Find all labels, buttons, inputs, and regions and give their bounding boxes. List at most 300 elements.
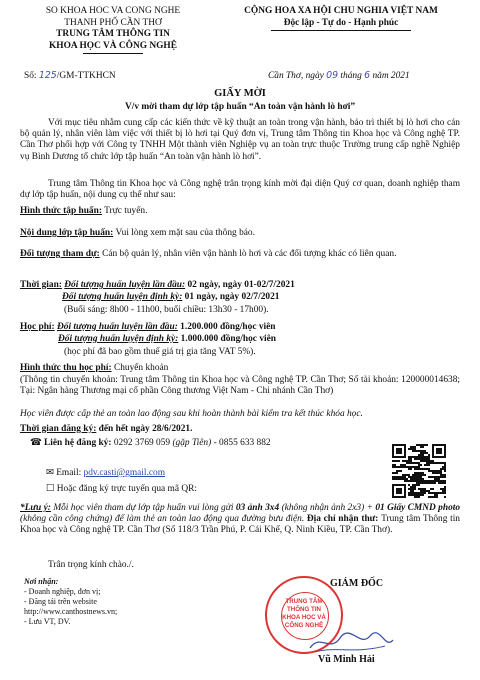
qr-module xyxy=(442,488,444,490)
payment-value: Chuyển khoản xyxy=(113,363,169,373)
qr-module xyxy=(424,450,426,452)
qr-module xyxy=(400,470,402,472)
registration-qr-code[interactable] xyxy=(390,442,448,500)
issuer-center: TRUNG TÂM THÔNG TIN xyxy=(56,29,170,40)
qr-module xyxy=(434,482,436,484)
qr-module xyxy=(428,456,430,458)
qr-module xyxy=(426,468,428,470)
qr-module xyxy=(428,454,430,456)
qr-module xyxy=(440,476,442,478)
deadline-value: đến hết ngày 28/6/2021. xyxy=(98,424,193,434)
fee-periodic-label: Đối tượng huấn luyện định kỳ: xyxy=(58,334,179,344)
email-icon: ✉ xyxy=(46,468,54,478)
qr-module xyxy=(434,496,436,498)
qr-module xyxy=(412,478,414,480)
content-label: Nội dung lớp tập huấn: xyxy=(20,228,114,238)
qr-module xyxy=(414,496,416,498)
qr-module xyxy=(434,462,436,464)
qr-module xyxy=(410,492,412,494)
qr-module xyxy=(432,488,434,490)
qr-module xyxy=(418,450,420,452)
document-date xyxy=(268,70,410,83)
qr-module xyxy=(410,480,412,482)
qr-module xyxy=(440,474,442,476)
qr-module xyxy=(424,464,426,466)
notes-text-2: (không nhận ảnh 2x3) + xyxy=(281,503,373,513)
qr-module xyxy=(404,464,406,466)
training-audience xyxy=(20,249,460,260)
qr-module xyxy=(418,488,420,490)
qr-module xyxy=(408,484,410,486)
qr-module xyxy=(420,446,422,448)
qr-module xyxy=(392,464,394,466)
qr-module xyxy=(418,474,420,476)
qr-module xyxy=(428,470,430,472)
qr-module xyxy=(418,492,420,494)
qr-module xyxy=(444,468,446,470)
phone-icon: ☎ xyxy=(30,438,42,448)
qr-module xyxy=(420,454,422,456)
qr-module xyxy=(424,480,426,482)
qr-module xyxy=(414,494,416,496)
qr-module xyxy=(422,460,424,462)
qr-module xyxy=(430,476,432,478)
qr-module xyxy=(396,448,402,454)
registration-phone xyxy=(30,438,380,449)
content-value: Vui lòng xem mặt sau của thông báo. xyxy=(115,228,255,238)
qr-module xyxy=(422,488,424,490)
qr-module xyxy=(438,478,440,480)
qr-module xyxy=(392,444,406,446)
qr-module xyxy=(392,476,394,478)
qr-module xyxy=(408,494,410,496)
qr-module xyxy=(436,480,438,482)
intro-paragraph: Với mục tiêu nhằm cung cấp các kiến thức về kỹ thuật an toàn trong vận hành, bảo trì thiết bị lò hơi cho cán bộ quản lý, nhân viên làm việc với thiết bị lò hơi tại Quý đơn vị, Trung tâm Thông tin Khoa học và Công nghệ TP. Cần Thơ phối hợp với Công ty TNHH Một thành viên Nghiệp vụ an toàn trực thuộc Trường trung cấp nghề Nghiệp vụ Bình Dương tổ chức lớp tập huấn “An toàn vận hành lò hơi”. xyxy=(20,118,460,162)
invitation-paragraph: Trung tâm Thông tin Khoa học và Công nghệ trân trọng kính mời đại diện Quý cơ quan, doanh nghiệp tham dự lớp tập huấn, nội dung cụ thể như sau: xyxy=(20,179,460,201)
fee-note: (học phí đã bao gồm thuế giá trị gia tăng VAT 5%). xyxy=(64,347,256,357)
qr-module xyxy=(406,460,408,462)
qr-module xyxy=(422,482,424,484)
qr-module xyxy=(398,478,400,480)
qr-module xyxy=(430,482,432,484)
issuer-block xyxy=(18,6,208,54)
qr-module xyxy=(420,478,422,480)
deadline-label: Thời gian đăng ký: xyxy=(20,424,97,434)
qr-module xyxy=(418,456,420,458)
phone-label: Liên hệ đăng ký: xyxy=(44,438,112,448)
issuer-center-2: KHOA HỌC VÀ CÔNG NGHỆ xyxy=(49,40,177,51)
qr-module xyxy=(402,464,404,466)
qr-module xyxy=(432,462,434,464)
time-label: Thời gian: xyxy=(20,280,62,290)
qr-module xyxy=(404,484,406,498)
qr-module xyxy=(426,458,428,460)
qr-module xyxy=(444,490,446,492)
qr-module xyxy=(420,460,422,462)
qr-module xyxy=(440,488,442,490)
qr-module xyxy=(406,466,408,468)
qr-module xyxy=(408,466,410,468)
qr-module xyxy=(402,466,404,468)
qr-module xyxy=(444,492,446,494)
qr-module xyxy=(442,474,444,476)
qr-module xyxy=(416,462,418,464)
qr-module xyxy=(420,492,422,494)
qr-module xyxy=(418,494,420,496)
qr-module xyxy=(428,458,430,460)
qr-module xyxy=(414,462,416,464)
address-value: Trung tâm Thông tin Khoa học và Công nghệ TP. Cần Thơ (Số 118/3 Trần Phú, P. Cái Khế, Q. Ninh Kiều, TP. Cần Thơ). xyxy=(20,514,460,536)
qr-module xyxy=(412,484,414,486)
fee-label: Học phí: xyxy=(20,322,55,332)
qr-module xyxy=(426,490,428,492)
qr-module xyxy=(416,458,418,460)
qr-module xyxy=(442,492,444,494)
qr-module xyxy=(414,484,416,486)
qr-module xyxy=(422,444,424,446)
qr-module xyxy=(414,488,416,490)
stamp-text: TRUNG TÂM xyxy=(285,598,323,605)
qr-module xyxy=(412,456,414,458)
qr-module xyxy=(438,472,440,474)
qr-module xyxy=(438,482,440,484)
motto-underline xyxy=(271,30,411,31)
qr-module xyxy=(434,480,436,482)
qr-module xyxy=(404,466,406,468)
recipient-item: - Doanh nghiệp, đơn vị; xyxy=(24,587,101,596)
qr-module xyxy=(428,462,430,464)
qr-module xyxy=(416,496,418,498)
qr-module xyxy=(428,476,430,478)
qr-module xyxy=(402,478,404,480)
qr-module xyxy=(436,472,438,474)
qr-module xyxy=(416,456,418,458)
qr-module xyxy=(432,470,434,472)
qr-module xyxy=(414,474,416,476)
qr-module xyxy=(404,444,406,458)
qr-module xyxy=(430,496,432,498)
qr-module xyxy=(430,462,432,464)
qr-module xyxy=(430,470,432,472)
training-form xyxy=(20,206,460,217)
qr-module xyxy=(440,468,442,470)
qr-module xyxy=(428,482,430,484)
qr-module xyxy=(398,466,400,468)
recipients-label: Nơi nhận: xyxy=(24,577,59,586)
recipients xyxy=(24,577,117,627)
qr-module xyxy=(444,474,446,476)
qr-module xyxy=(430,480,432,482)
qr-module xyxy=(422,468,424,470)
qr-module xyxy=(392,466,394,468)
qr-module xyxy=(432,480,434,482)
qr-module xyxy=(410,466,412,468)
qr-module xyxy=(406,480,408,482)
qr-module xyxy=(408,488,410,490)
time-hours: (Buổi sáng: 8h00 - 11h00, buổi chiều: 13h30 - 17h00). xyxy=(64,305,269,315)
qr-module xyxy=(434,472,436,474)
qr-module xyxy=(422,446,424,448)
qr-module xyxy=(442,482,444,484)
qr-module xyxy=(410,486,412,488)
qr-module xyxy=(418,464,420,466)
qr-module xyxy=(420,458,422,460)
qr-module xyxy=(418,478,420,480)
qr-module xyxy=(416,444,418,446)
qr-module xyxy=(418,444,420,446)
qr-module xyxy=(438,470,440,472)
qr-module xyxy=(406,474,408,476)
qr-module xyxy=(418,480,420,482)
qr-module xyxy=(416,450,418,452)
recipient-item: - Lưu VT, DV. xyxy=(24,617,71,626)
national-header xyxy=(210,6,472,31)
qr-module xyxy=(434,476,436,478)
qr-module xyxy=(414,480,416,482)
qr-module xyxy=(420,444,422,446)
qr-module xyxy=(428,464,430,466)
qr-module xyxy=(422,472,424,474)
qr-module xyxy=(420,480,422,482)
time-periodic-label: Đối tượng huấn luyện định kỳ: xyxy=(62,292,183,302)
qr-module xyxy=(420,468,422,470)
qr-module xyxy=(410,494,412,496)
qr-module xyxy=(428,480,430,482)
qr-module xyxy=(410,478,412,480)
qr-module xyxy=(422,494,424,496)
qr-module xyxy=(420,482,422,484)
qr-module xyxy=(396,472,398,474)
qr-module xyxy=(428,492,430,494)
qr-module xyxy=(392,496,406,498)
qr-module xyxy=(394,464,396,466)
qr-module xyxy=(420,450,422,452)
qr-module xyxy=(394,466,396,468)
qr-module xyxy=(440,492,442,494)
qr-module xyxy=(404,474,406,476)
qr-module xyxy=(404,478,406,480)
qr-module xyxy=(414,478,416,480)
qr-module xyxy=(418,482,420,484)
qr-module xyxy=(410,476,412,478)
qr-module xyxy=(424,490,426,492)
qr-module xyxy=(444,476,446,478)
qr-module xyxy=(418,468,420,470)
training-content xyxy=(20,228,460,239)
qr-module xyxy=(444,496,446,498)
qr-module xyxy=(430,460,432,462)
qr-module xyxy=(436,476,438,478)
fee-first-value: 1.200.000 đồng/học viên xyxy=(180,322,276,332)
qr-module xyxy=(406,478,408,480)
qr-module xyxy=(408,448,410,450)
email-link[interactable]: pdv.casti@gmail.com xyxy=(83,468,165,478)
qr-module xyxy=(392,472,394,474)
qr-module xyxy=(414,468,416,470)
qr-module xyxy=(418,496,420,498)
qr-module xyxy=(416,482,418,484)
signer-name: Vũ Minh Hải xyxy=(318,654,375,665)
signer-title: GIÁM ĐỐC xyxy=(330,578,384,589)
qr-module xyxy=(414,456,416,458)
qr-module xyxy=(412,448,414,450)
qr-module xyxy=(438,476,440,478)
qr-module xyxy=(408,462,410,464)
qr-module xyxy=(442,476,444,478)
qr-module xyxy=(428,468,430,470)
qr-module xyxy=(414,472,416,474)
qr-module xyxy=(394,476,396,478)
recipient-item: - Đăng tải trên website xyxy=(24,597,97,606)
qr-module xyxy=(396,460,398,462)
qr-module xyxy=(408,456,410,458)
qr-module xyxy=(442,466,444,468)
qr-module xyxy=(424,456,426,458)
qr-module xyxy=(416,478,418,480)
qr-module xyxy=(408,476,410,478)
qr-module xyxy=(398,476,400,478)
qr-module xyxy=(400,464,402,466)
notes-bold-1: 03 ảnh 3x4 xyxy=(235,503,280,513)
qr-module xyxy=(412,450,414,452)
qr-module xyxy=(400,466,402,468)
qr-module xyxy=(412,476,414,478)
qr-module xyxy=(420,464,422,466)
qr-module xyxy=(444,480,446,482)
qr-module xyxy=(428,496,430,498)
qr-module xyxy=(406,462,408,464)
qr-module xyxy=(394,478,396,480)
qr-module xyxy=(432,476,434,478)
form-value: Trực tuyến. xyxy=(104,206,148,216)
number-handwritten: 125 xyxy=(38,70,57,81)
fee-periodic-value: 1.000.000 đồng/học viên xyxy=(180,334,276,344)
registration-deadline xyxy=(20,424,460,435)
qr-module xyxy=(422,450,424,452)
qr-module xyxy=(422,458,424,460)
qr-module xyxy=(400,478,402,480)
date-year: năm 2021 xyxy=(372,71,410,81)
recipient-item: http://www.canthostnews.vn; xyxy=(24,607,118,616)
qr-module xyxy=(430,492,432,494)
registration-online xyxy=(46,484,376,495)
qr-module xyxy=(416,472,418,474)
document-subtitle: V/v mời tham dự lớp tập huấn “An toàn vận hành lò hơi” xyxy=(124,102,356,112)
qr-module xyxy=(410,460,412,462)
payment-label: Hình thức thu học phí: xyxy=(20,363,112,373)
form-label: Hình thức tập huấn: xyxy=(20,206,102,216)
time-periodic xyxy=(62,292,460,303)
qr-module xyxy=(418,454,420,456)
qr-module xyxy=(416,484,418,486)
qr-module xyxy=(426,460,428,462)
qr-module xyxy=(392,478,394,480)
qr-module xyxy=(410,462,412,464)
qr-module xyxy=(410,448,412,450)
qr-module xyxy=(426,444,428,446)
qr-module xyxy=(440,470,442,472)
registration-email xyxy=(46,468,376,479)
qr-module xyxy=(424,482,426,484)
qr-module xyxy=(414,466,416,468)
qr-module xyxy=(438,492,440,494)
qr-module xyxy=(414,458,416,460)
qr-module xyxy=(412,486,414,488)
qr-module xyxy=(412,462,414,464)
qr-module xyxy=(412,466,414,468)
qr-module xyxy=(436,492,438,494)
fee-first-label: Đối tượng huấn luyện lần đầu: xyxy=(56,322,178,332)
qr-module xyxy=(408,474,410,476)
qr-module xyxy=(424,458,426,460)
qr-module xyxy=(432,496,434,498)
qr-module xyxy=(392,484,394,498)
qr-module xyxy=(412,494,414,496)
qr-module xyxy=(428,460,430,462)
notes-bold-2: 01 Giấy CMND photo xyxy=(375,503,461,513)
number-suffix: /GM-TTKHCN xyxy=(56,71,116,81)
qr-module xyxy=(416,494,418,496)
national-motto: Độc lập - Tự do - Hạnh phúc xyxy=(283,17,399,28)
qr-module xyxy=(412,490,414,492)
stamp-text: THÔNG TIN xyxy=(286,606,322,613)
qr-module xyxy=(428,490,430,492)
qr-module xyxy=(424,452,426,454)
qr-module xyxy=(438,480,440,482)
issuer-ministry: SO KHOA HOC VA CONG NGHE xyxy=(45,6,181,16)
qr-module xyxy=(416,468,418,470)
qr-module xyxy=(418,466,420,468)
qr-module xyxy=(420,488,422,490)
qr-module xyxy=(400,476,402,478)
qr-module xyxy=(420,472,422,474)
qr-module xyxy=(414,486,416,488)
notes-text-1: Mỗi học viên tham dự lớp tập huấn vui lòng gửi xyxy=(53,503,234,513)
qr-module xyxy=(436,496,438,498)
date-prefix: Cần Thơ, ngày xyxy=(268,71,324,81)
closing: Trân trọng kính chào./. xyxy=(48,560,134,570)
issuer-underline xyxy=(83,53,143,54)
qr-module xyxy=(412,446,414,448)
qr-module xyxy=(410,446,412,448)
qr-module xyxy=(394,472,396,474)
qr-module xyxy=(422,474,424,476)
fee-first xyxy=(20,322,460,333)
qr-module xyxy=(420,474,422,476)
qr-module xyxy=(418,462,420,464)
qr-module xyxy=(444,482,446,484)
time-periodic-value: 01 ngày, ngày 02/7/2021 xyxy=(184,292,280,302)
qr-module xyxy=(410,456,412,458)
checkbox-icon: ☐ xyxy=(46,484,55,494)
qr-module xyxy=(434,492,436,494)
qr-module xyxy=(442,462,444,464)
qr-module xyxy=(426,482,428,484)
qr-module xyxy=(444,470,446,472)
fee-periodic xyxy=(58,334,460,345)
phone-1-note: (gặp Tiên) xyxy=(172,438,212,448)
qr-module xyxy=(424,488,426,490)
qr-module xyxy=(392,484,406,486)
qr-module xyxy=(436,494,438,496)
qr-module xyxy=(440,462,442,464)
qr-module xyxy=(432,472,434,474)
qr-module xyxy=(422,452,424,454)
qr-module xyxy=(416,480,418,482)
qr-module xyxy=(404,460,406,462)
number-label: Số: xyxy=(24,71,37,81)
qr-module xyxy=(414,476,416,478)
